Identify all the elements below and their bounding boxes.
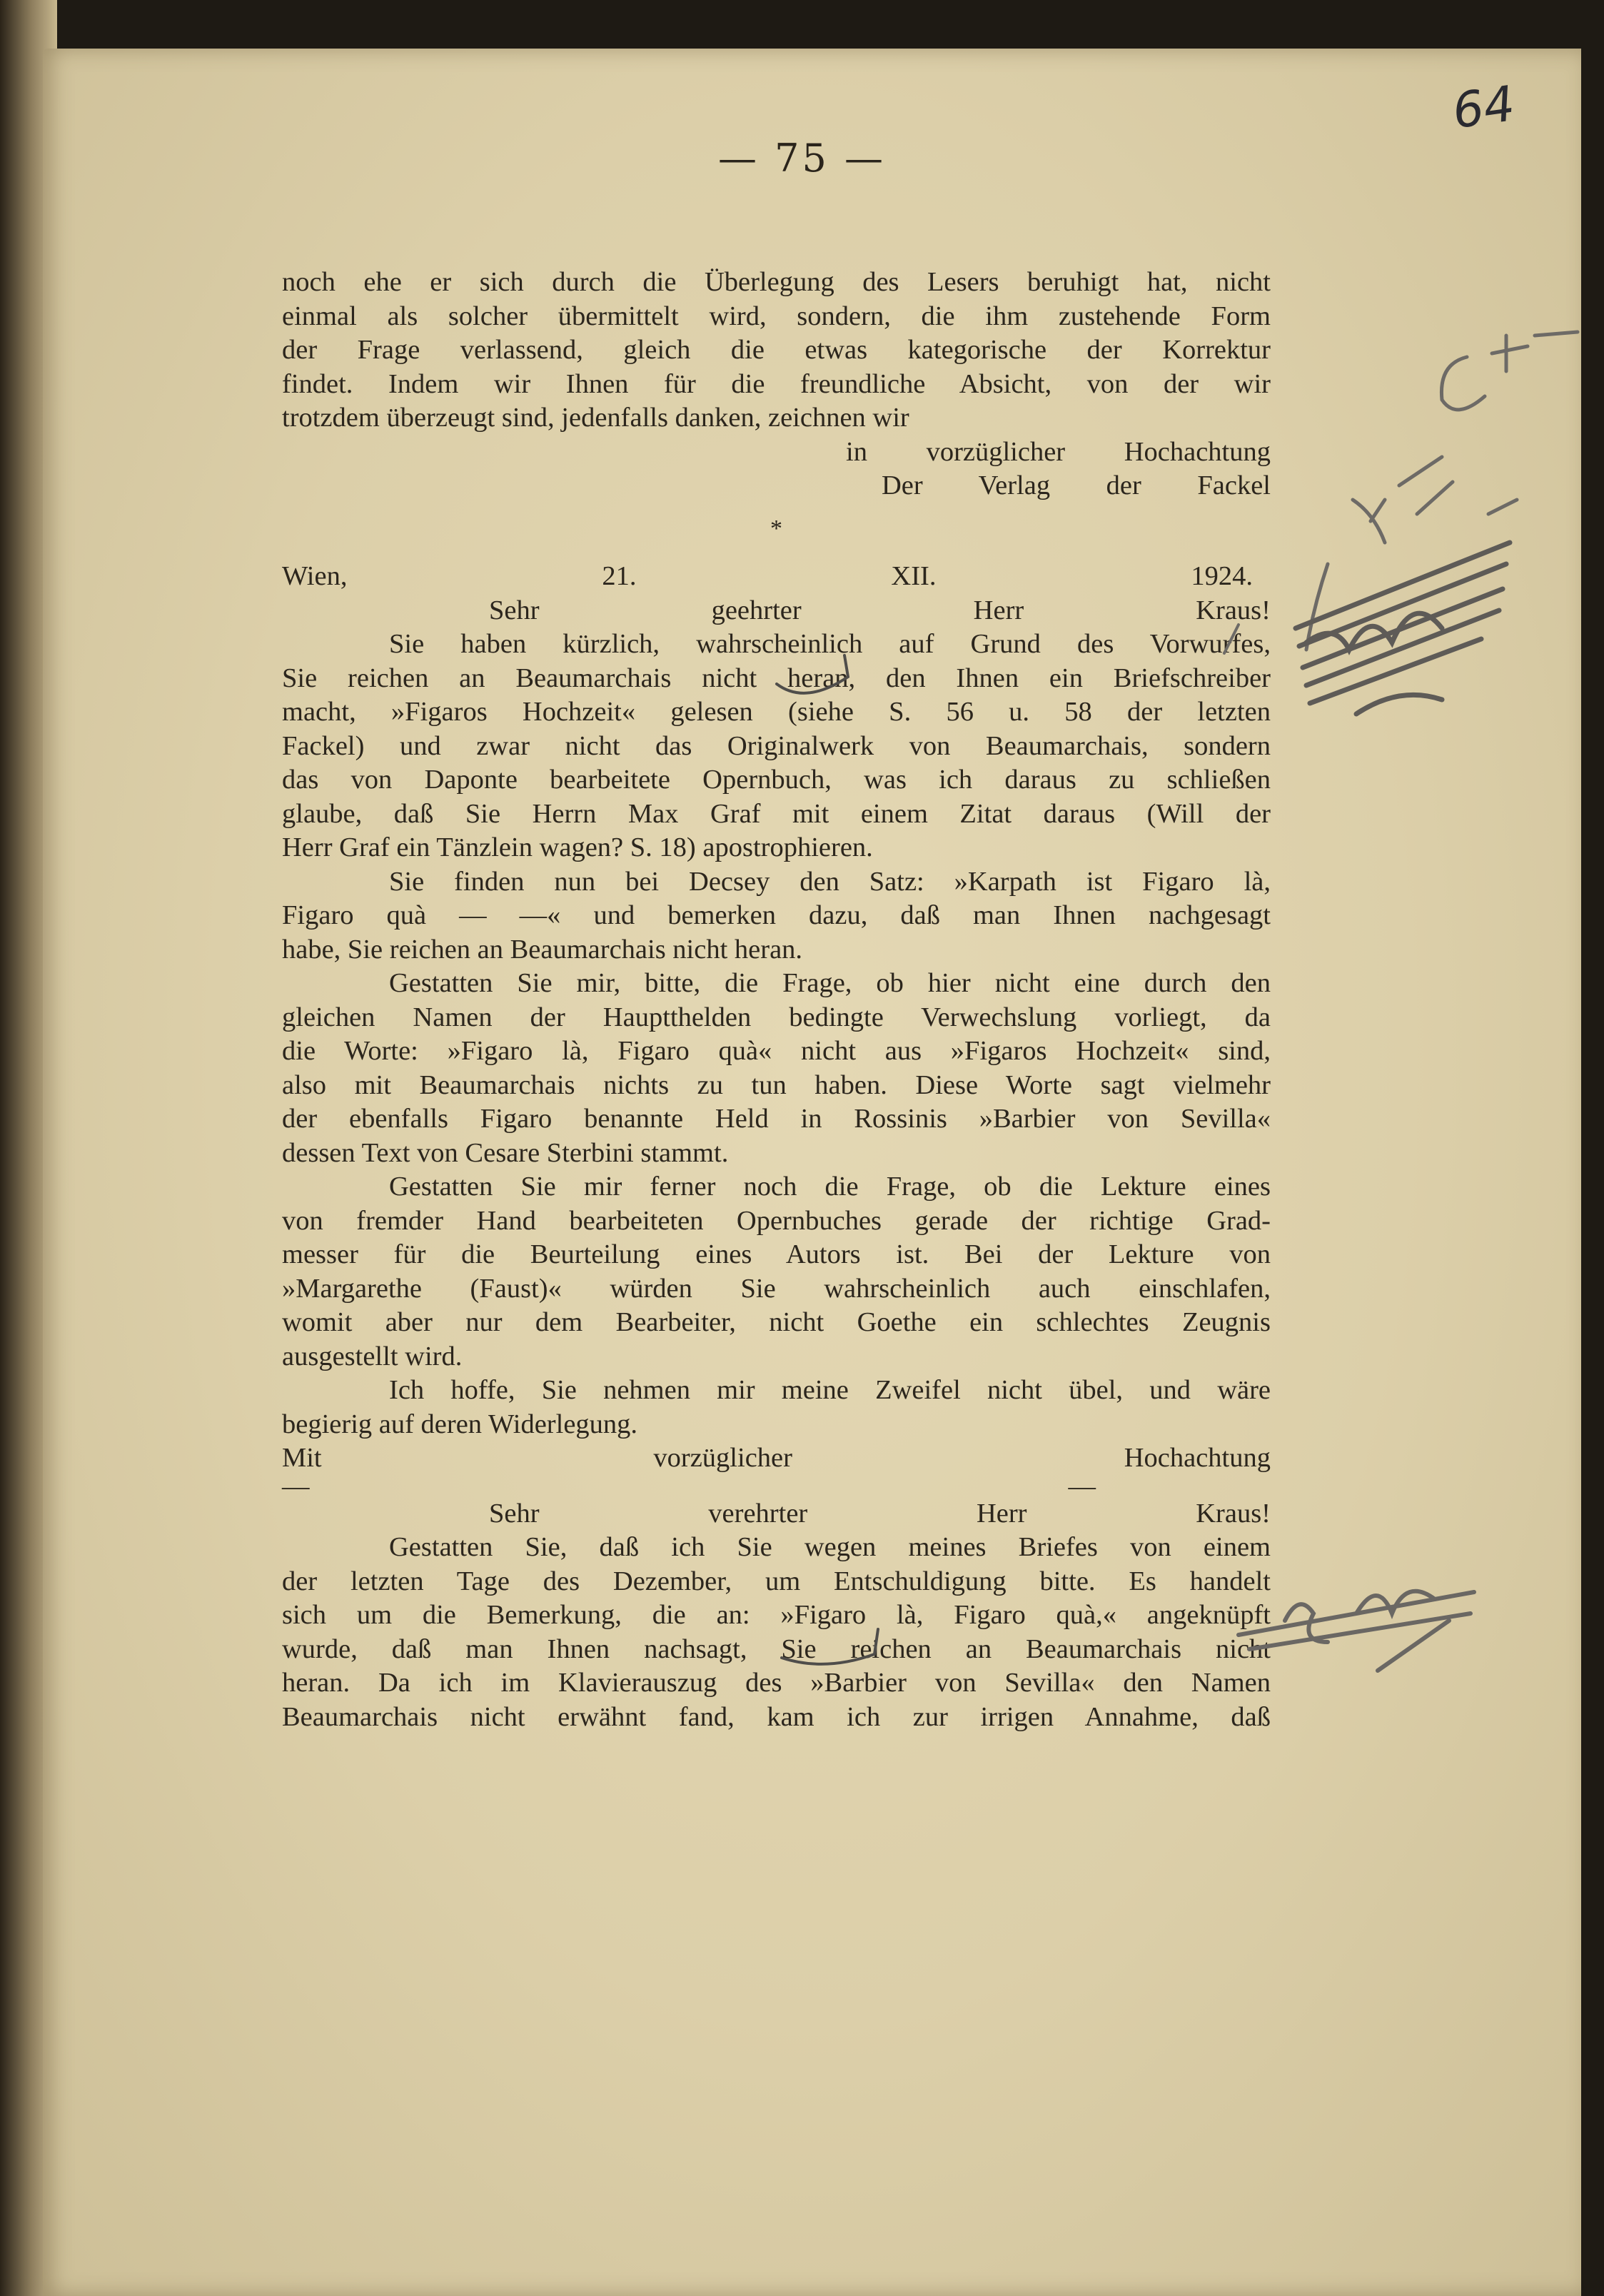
text-line: also mit Beaumarchais nichts zu tun haben. Diese Worte sagt vielmehr	[282, 1069, 1271, 1100]
page-number: — 75 —	[717, 136, 887, 181]
text-line: glaube, daß Sie Herrn Max Graf mit einem Zitat daraus (Will der	[282, 798, 1271, 829]
text-line: habe, Sie reichen an Beaumarchais nicht heran.	[282, 934, 803, 965]
letter-closing: in vorzüglicher Hochachtung	[846, 436, 1271, 467]
text-line: Gestatten Sie, daß ich Sie wegen meines Briefes von einem	[389, 1532, 1271, 1562]
text-line: sich um die Bemerkung, die an: »Figaro là, Figaro quà,« angeknüpft	[282, 1600, 1271, 1630]
text-line: ausgestellt wird.	[282, 1341, 463, 1371]
pencil-scribble-top	[1306, 332, 1578, 650]
text-line: macht, »Figaros Hochzeit« gelesen (siehe S. 56 u. 58 der letzten	[282, 697, 1271, 727]
pencil-underline-kraus	[777, 655, 878, 1664]
text-line: messer für die Beurteilung eines Autors ist. Bei der Lekture von	[282, 1239, 1271, 1269]
text-line: Figaro quà — —« und bemerken dazu, daß man Ihnen nachgesagt	[282, 900, 1271, 930]
text-line: die Worte: »Figaro là, Figaro quà« nicht aus »Figaros Hochzeit« sind,	[282, 1036, 1271, 1066]
text-line: findet. Indem wir Ihnen für die freundliche Absicht, von der wir	[282, 368, 1271, 399]
text-line: »Margarethe (Faust)« würden Sie wahrscheinlich auch einschlafen,	[282, 1273, 1271, 1304]
text-line: begierig auf deren Widerlegung.	[282, 1409, 638, 1439]
text-line: Sie haben kürzlich, wahrscheinlich auf Grund des Vorwurfes,	[389, 629, 1271, 659]
letter-date: Wien, 21. XII. 1924.	[282, 561, 1253, 591]
text-line: einmal als solcher übermittelt wird, sondern, die ihm zustehende Form	[282, 301, 1271, 331]
text-line: das von Daponte bearbeitete Opernbuch, was ich daraus zu schließen	[282, 765, 1271, 795]
text-line: womit aber nur dem Bearbeiter, nicht Goethe ein schlechtes Zeugnis	[282, 1307, 1271, 1337]
text-line: trotzdem überzeugt sind, jedenfalls danken, zeichnen wir	[282, 403, 909, 433]
text-line: Gestatten Sie mir, bitte, die Frage, ob hier nicht eine durch den	[389, 968, 1271, 998]
text-line: wurde, daß man Ihnen nachsagt, Sie reichen an Beaumarchais nicht	[282, 1633, 1271, 1664]
letter-closing: Mit vorzüglicher Hochachtung	[282, 1443, 1271, 1473]
section-separator: *	[770, 515, 782, 542]
text-line: Fackel) und zwar nicht das Originalwerk von Beaumarchais, sondern	[282, 730, 1271, 761]
text-line: Beaumarchais nicht erwähnt fand, kam ich zur irrigen Annahme, daß	[282, 1701, 1271, 1732]
text-line: Gestatten Sie mir ferner noch die Frage, ob die Lekture eines	[389, 1172, 1271, 1202]
text-line: von fremder Hand bearbeiteten Opernbuches gerade der richtige Grad-	[282, 1205, 1271, 1236]
letter-salutation: Sehr geehrter Herr Kraus!	[489, 595, 1271, 625]
text-line: Ich hoffe, Sie nehmen mir meine Zweifel nicht übel, und wäre	[389, 1375, 1271, 1405]
text-line: Sie reichen an Beaumarchais nicht heran, den Ihnen ein Briefschreiber	[282, 663, 1271, 693]
pencil-mark-near-date	[1224, 625, 1239, 653]
handwritten-folio-number: 64	[1449, 76, 1518, 141]
letter-signature: Der Verlag der Fackel	[882, 470, 1271, 500]
text-line: der letzten Tage des Dezember, um Entschuldigung bitte. Es handelt	[282, 1566, 1271, 1596]
text-line: Herr Graf ein Tänzlein wagen? S. 18) apostrophieren.	[282, 832, 873, 862]
text-line: der ebenfalls Figaro benannte Held in Rossinis »Barbier von Sevilla«	[282, 1104, 1271, 1134]
closing-dash: — —	[282, 1471, 1096, 1501]
pencil-scribble-bottom	[1239, 1591, 1474, 1671]
text-line: Sie finden nun bei Decsey den Satz: »Karpath ist Figaro là,	[389, 866, 1271, 897]
letter-salutation: Sehr verehrter Herr Kraus!	[489, 1498, 1271, 1529]
text-line: der Frage verlassend, gleich die etwas kategorische der Korrektur	[282, 335, 1271, 365]
text-line: dessen Text von Cesare Sterbini stammt.	[282, 1137, 729, 1168]
text-line: heran. Da ich im Klavierauszug des »Barbier von Sevilla« den Namen	[282, 1668, 1271, 1698]
text-line: noch ehe er sich durch die Überlegung des Lesers beruhigt hat, nicht	[282, 267, 1271, 297]
text-line: gleichen Namen der Hauptthelden bedingte Verwechslung vorliegt, da	[282, 1002, 1271, 1032]
